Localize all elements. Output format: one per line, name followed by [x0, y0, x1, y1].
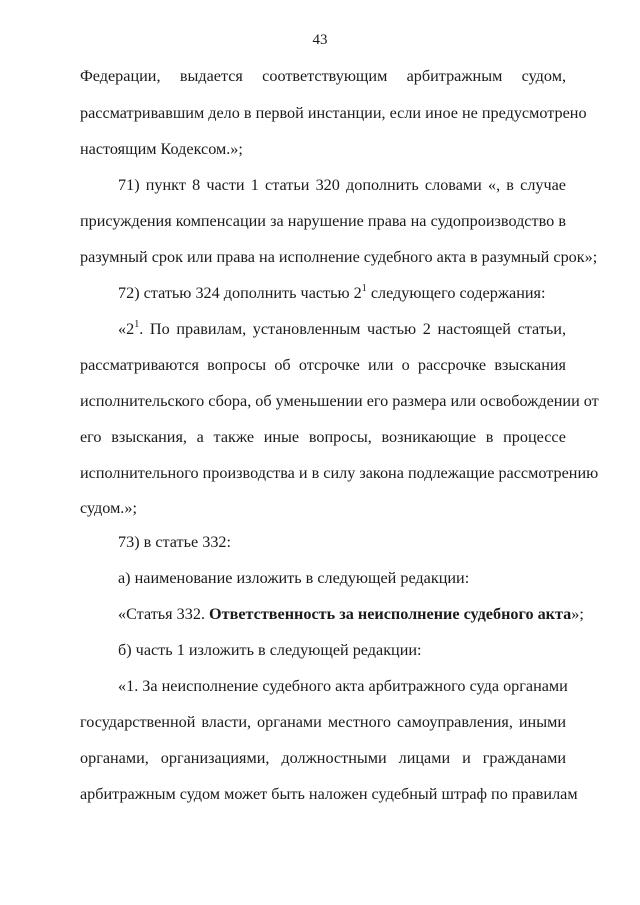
text-line: арбитражным судом может быть наложен судебный штраф по правилам	[80, 785, 578, 803]
text-line: исполнительского сбора, об уменьшении его размера или освобождении от	[80, 392, 599, 410]
article-heading: Ответственность за неисполнение судебного акта	[209, 605, 572, 623]
superscript: 1	[134, 318, 140, 330]
text-line: 73) в статье 332:	[118, 533, 232, 551]
text-line: 71) пункт 8 части 1 статьи 320 дополнить словами «, в случае	[118, 176, 566, 194]
text-line: б) часть 1 изложить в следующей редакции:	[118, 641, 422, 659]
text-line: судом.»;	[80, 499, 137, 517]
page-number: 43	[312, 32, 328, 48]
text-line: «$2^1$. По правилам, установленным частью 2 настоящей статьи,	[118, 318, 566, 338]
text-line: его взыскания, а также иные вопросы, возникающие в процессе	[80, 428, 566, 446]
text-line: органами, организациями, должностными лицами и гражданами	[80, 749, 566, 767]
superscript: 1	[361, 282, 367, 294]
text-line: исполнительного производства и в силу закона подлежащие рассмотрению	[80, 464, 599, 482]
text-line: «Статья 332. Ответственность за неисполнение судебного акта»;	[118, 605, 584, 623]
text-line: разумный срок или права на исполнение судебного акта в разумный срок»;	[80, 248, 598, 266]
text-line: рассматривавшим дело в первой инстанции, если иное не предусмотрено	[80, 104, 587, 122]
text-line: Федерации, выдается соответствующим арбитражным судом,	[80, 67, 566, 85]
text-line: государственной власти, органами местного самоуправления, иными	[80, 713, 566, 731]
text-line: «1. За неисполнение судебного акта арбитражного суда органами	[118, 677, 568, 695]
text-line: 72) статью 324 дополнить частью $2^1$ следующего содержания:	[118, 282, 546, 302]
text-line: рассматриваются вопросы об отсрочке или о рассрочке взыскания	[80, 356, 566, 374]
text-line: настоящим Кодексом.»;	[80, 140, 243, 158]
text-line: а) наименование изложить в следующей редакции:	[118, 569, 470, 587]
text-line: присуждения компенсации за нарушение права на судопроизводство в	[80, 212, 566, 230]
